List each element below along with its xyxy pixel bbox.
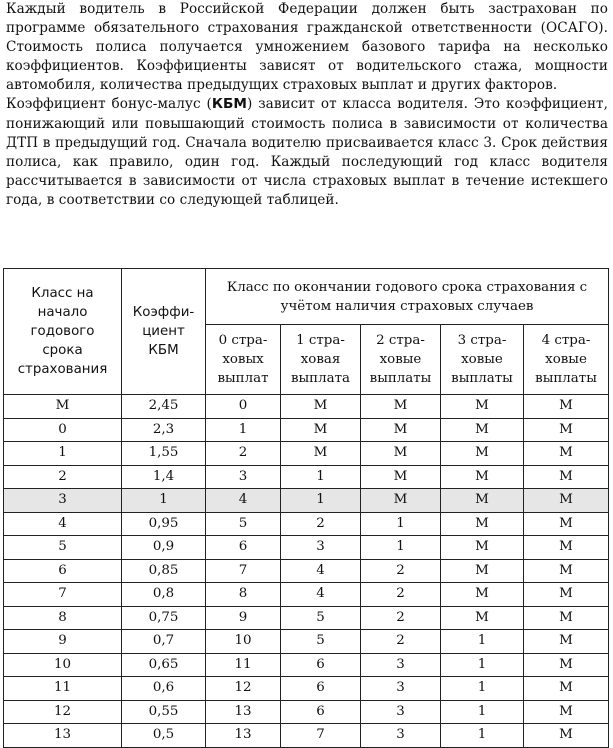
cell-payout-4: М bbox=[524, 653, 609, 677]
cell-payout-2: 1 bbox=[361, 512, 441, 536]
cell-payout-0: 2 bbox=[206, 442, 281, 466]
cell-payout-2: М bbox=[361, 418, 441, 442]
cell-payout-1: 2 bbox=[281, 512, 361, 536]
cell-payout-3: М bbox=[441, 606, 524, 630]
cell-payout-2: 3 bbox=[361, 653, 441, 677]
cell-payout-1: 4 bbox=[281, 559, 361, 583]
cell-payout-1: 1 bbox=[281, 489, 361, 513]
cell-payout-0: 11 bbox=[206, 653, 281, 677]
table-row bbox=[4, 583, 609, 607]
cell-payout-2: М bbox=[361, 489, 441, 513]
cell-payout-2: 2 bbox=[361, 583, 441, 607]
cell-payout-2: 1 bbox=[361, 536, 441, 560]
cell-payout-0: 8 bbox=[206, 583, 281, 607]
cell-class: 8 bbox=[4, 606, 122, 630]
cell-payout-0: 12 bbox=[206, 677, 281, 701]
cell-kbm: 0,8 bbox=[122, 583, 206, 607]
cell-payout-0: 13 bbox=[206, 700, 281, 724]
kbm-text-after: ) зависит от класса водителя. Это коэффициент, понижающий или повышающий стоимость полиса в зависимости от количества ДТП в предыдущий год. Сначала водителю присваивается класс 3. Срок действия полиса, как правило, один год. Каждый последующий год класс водителя рассчитывается в зависимости от числа страховых выплат в течение истекшего года, в соответствии со следующей таблицей. bbox=[6, 96, 608, 208]
table-row bbox=[4, 606, 609, 630]
table-row bbox=[4, 559, 609, 583]
cell-class: 1 bbox=[4, 442, 122, 466]
cell-payout-0: 6 bbox=[206, 536, 281, 560]
cell-payout-3: 1 bbox=[441, 677, 524, 701]
cell-payout-1: М bbox=[281, 442, 361, 466]
cell-payout-4: М bbox=[524, 606, 609, 630]
cell-class: 6 bbox=[4, 559, 122, 583]
cell-payout-3: М bbox=[441, 442, 524, 466]
cell-kbm: 0,5 bbox=[122, 724, 206, 748]
table-row bbox=[4, 724, 609, 748]
table-row bbox=[4, 536, 609, 560]
cell-payout-4: М bbox=[524, 512, 609, 536]
cell-payout-4: М bbox=[524, 489, 609, 513]
cell-payout-2: М bbox=[361, 395, 441, 419]
table-row bbox=[4, 418, 609, 442]
cell-payout-3: М bbox=[441, 583, 524, 607]
cell-payout-2: 3 bbox=[361, 677, 441, 701]
cell-payout-0: 0 bbox=[206, 395, 281, 419]
intro-paragraph-osago: Каждый водитель в Российской Федерации должен быть застрахован по программе обязательного страхования гражданской ответственности (ОСАГО). Стоимость полиса получается умножением базового тарифа на несколько коэффициентов. Коэффициенты зависят от водительского стажа, мощности автомобиля, количества предыдущих страховых выплат и других факторов. bbox=[6, 1, 608, 94]
cell-payout-4: М bbox=[524, 677, 609, 701]
cell-payout-0: 10 bbox=[206, 630, 281, 654]
cell-payout-4: М bbox=[524, 418, 609, 442]
table-row bbox=[4, 489, 609, 513]
cell-class: 11 bbox=[4, 677, 122, 701]
cell-payout-1: М bbox=[281, 395, 361, 419]
header-kbm: Коэффициент КБМ bbox=[122, 269, 206, 395]
cell-payout-0: 4 bbox=[206, 489, 281, 513]
cell-payout-2: 3 bbox=[361, 700, 441, 724]
cell-payout-3: М bbox=[441, 536, 524, 560]
cell-payout-0: 5 bbox=[206, 512, 281, 536]
cell-payout-4: М bbox=[524, 465, 609, 489]
cell-payout-4: М bbox=[524, 536, 609, 560]
cell-kbm: 0,65 bbox=[122, 653, 206, 677]
cell-payout-1: 6 bbox=[281, 700, 361, 724]
cell-payout-0: 3 bbox=[206, 465, 281, 489]
intro-paragraph-kbm bbox=[6, 95, 608, 210]
header-payouts-4: 4 страховые выплаты bbox=[524, 325, 609, 395]
cell-payout-0: 13 bbox=[206, 724, 281, 748]
cell-class: 0 bbox=[4, 418, 122, 442]
cell-payout-2: 2 bbox=[361, 630, 441, 654]
cell-payout-1: 5 bbox=[281, 606, 361, 630]
cell-payout-2: 3 bbox=[361, 724, 441, 748]
table-row bbox=[4, 465, 609, 489]
cell-class: М bbox=[4, 395, 122, 419]
cell-kbm: 1,4 bbox=[122, 465, 206, 489]
cell-payout-1: 3 bbox=[281, 536, 361, 560]
cell-payout-1: 6 bbox=[281, 677, 361, 701]
cell-payout-3: 1 bbox=[441, 653, 524, 677]
cell-class: 3 bbox=[4, 489, 122, 513]
cell-payout-4: М bbox=[524, 395, 609, 419]
cell-payout-4: М bbox=[524, 559, 609, 583]
header-payouts-0: 0 страховых выплат bbox=[206, 325, 281, 395]
cell-payout-4: М bbox=[524, 700, 609, 724]
cell-payout-3: М bbox=[441, 559, 524, 583]
document-page bbox=[6, 0, 608, 210]
cell-class: 13 bbox=[4, 724, 122, 748]
cell-payout-3: 1 bbox=[441, 700, 524, 724]
cell-payout-4: М bbox=[524, 630, 609, 654]
table-row bbox=[4, 653, 609, 677]
header-payouts-1: 1 страховая выплата bbox=[281, 325, 361, 395]
cell-kbm: 0,85 bbox=[122, 559, 206, 583]
cell-kbm: 0,7 bbox=[122, 630, 206, 654]
cell-payout-4: М bbox=[524, 724, 609, 748]
table-row bbox=[4, 630, 609, 654]
cell-payout-2: М bbox=[361, 442, 441, 466]
cell-payout-3: М bbox=[441, 418, 524, 442]
cell-kbm: 1,55 bbox=[122, 442, 206, 466]
cell-class: 4 bbox=[4, 512, 122, 536]
cell-payout-1: 6 bbox=[281, 653, 361, 677]
cell-kbm: 0,95 bbox=[122, 512, 206, 536]
cell-payout-4: М bbox=[524, 442, 609, 466]
header-end-class-group: Класс по окончании годового срока страхования с учётом наличия страховых случаев bbox=[206, 269, 609, 325]
table-row bbox=[4, 512, 609, 536]
cell-payout-1: М bbox=[281, 418, 361, 442]
table-row bbox=[4, 700, 609, 724]
kbm-text-before: Коэффициент бонус-малус ( bbox=[6, 96, 212, 113]
cell-class: 10 bbox=[4, 653, 122, 677]
cell-payout-3: М bbox=[441, 465, 524, 489]
cell-payout-1: 1 bbox=[281, 465, 361, 489]
cell-class: 12 bbox=[4, 700, 122, 724]
cell-payout-3: М bbox=[441, 395, 524, 419]
table-row bbox=[4, 442, 609, 466]
cell-payout-3: 1 bbox=[441, 724, 524, 748]
cell-kbm: 1 bbox=[122, 489, 206, 513]
cell-payout-2: 2 bbox=[361, 559, 441, 583]
kbm-term: КБМ bbox=[211, 96, 247, 113]
cell-kbm: 2,3 bbox=[122, 418, 206, 442]
cell-kbm: 0,55 bbox=[122, 700, 206, 724]
cell-payout-2: М bbox=[361, 465, 441, 489]
header-payouts-3: 3 страховые выплаты bbox=[441, 325, 524, 395]
table-row bbox=[4, 395, 609, 419]
kbm-table bbox=[3, 268, 609, 748]
cell-payout-4: М bbox=[524, 583, 609, 607]
cell-payout-0: 9 bbox=[206, 606, 281, 630]
cell-payout-0: 7 bbox=[206, 559, 281, 583]
header-class-start: Класс на начало годового срока страхования bbox=[4, 269, 122, 395]
cell-kbm: 2,45 bbox=[122, 395, 206, 419]
cell-kbm: 0,75 bbox=[122, 606, 206, 630]
cell-payout-0: 1 bbox=[206, 418, 281, 442]
table-row bbox=[4, 677, 609, 701]
cell-kbm: 0,9 bbox=[122, 536, 206, 560]
cell-class: 9 bbox=[4, 630, 122, 654]
cell-payout-3: М bbox=[441, 512, 524, 536]
cell-payout-1: 4 bbox=[281, 583, 361, 607]
cell-payout-3: М bbox=[441, 489, 524, 513]
cell-class: 2 bbox=[4, 465, 122, 489]
cell-payout-1: 7 bbox=[281, 724, 361, 748]
cell-payout-3: 1 bbox=[441, 630, 524, 654]
cell-payout-2: 2 bbox=[361, 606, 441, 630]
header-payouts-2: 2 страховые выплаты bbox=[361, 325, 441, 395]
cell-class: 7 bbox=[4, 583, 122, 607]
cell-kbm: 0,6 bbox=[122, 677, 206, 701]
cell-payout-1: 5 bbox=[281, 630, 361, 654]
cell-class: 5 bbox=[4, 536, 122, 560]
